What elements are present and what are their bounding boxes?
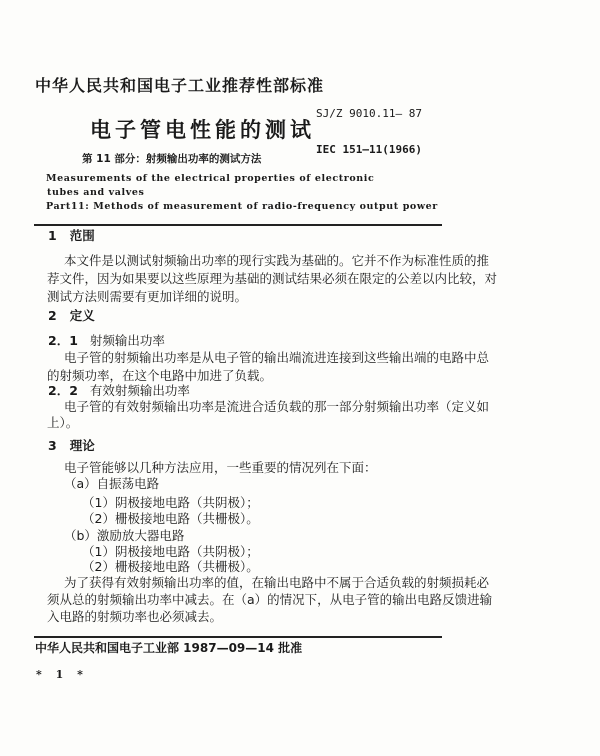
- paragraph-line: 上）。: [47, 415, 79, 430]
- section-title: 理论: [69, 438, 95, 453]
- subsection-title: 有效射频输出功率: [89, 383, 190, 398]
- list-item: （2）栅极接地电路（共栅极）。: [82, 559, 259, 574]
- section-1-heading: [48, 230, 95, 243]
- list-item: （2）栅极接地电路（共栅极）。: [82, 511, 259, 526]
- document-subtitle: 第 11 部分：射频输出功率的测试方法: [82, 153, 262, 165]
- paragraph-line: 电子管的射频输出功率是从电子管的输出端流进连接到这些输出端的电路中总: [64, 350, 490, 365]
- english-title-line: tubes and valves: [47, 187, 145, 198]
- page-number: * 1 *: [36, 668, 83, 681]
- subsection-title: 射频输出功率: [89, 333, 165, 348]
- approval-line: 中华人民共和国电子工业部 1987—09—14 批准: [35, 641, 303, 655]
- list-item: （1）阴极接地电路（共阴极）；: [82, 495, 259, 510]
- footer-divider: [34, 636, 442, 638]
- standard-number: SJ/Z 9010.11— 87: [316, 107, 422, 120]
- paragraph-line: 入电路的射频功率也必须减去。: [47, 609, 223, 624]
- section-number: 2: [48, 308, 57, 323]
- subsection-number: 2．2: [48, 383, 78, 398]
- section-2-heading: [48, 310, 95, 323]
- paragraph-line: 须从总的射频输出功率中减去。在（a）的情况下，从电子管的输出电路反馈进输: [47, 592, 493, 607]
- subsection-number: 2．1: [48, 333, 78, 348]
- list-item: （1）阴极接地电路（共阴极）；: [82, 544, 259, 559]
- section-number: 3: [48, 438, 57, 453]
- section-title: 定义: [69, 308, 95, 323]
- english-title-line: Measurements of the electrical properties of electronic: [46, 173, 375, 184]
- list-item: （b）激励放大器电路: [64, 528, 185, 543]
- subsection-2-1-heading: [48, 335, 165, 348]
- paragraph-line: 电子管的有效射频输出功率是流进合适负载的那一部分射频输出功率（定义如: [64, 399, 490, 414]
- section-title: 范围: [69, 228, 95, 243]
- paragraph-line: 本文件是以测试射频输出功率的现行实践为基础的。它并不作为标准性质的推: [64, 253, 490, 268]
- issuer-heading: 中华人民共和国电子工业推荐性部标准: [35, 76, 325, 95]
- english-title-line: Part11: Methods of measurement of radio-frequency output power: [46, 201, 438, 212]
- document-title: 电子管电性能的测试: [90, 118, 315, 142]
- header-divider: [34, 224, 442, 226]
- paragraph-line: 为了获得有效射频输出功率的值，在输出电路中不属于合适负载的射频损耗必: [64, 575, 490, 590]
- paragraph-line: 荐文件，因为如果要以这些原理为基础的测试结果必须在限定的公差以内比较，对: [47, 271, 498, 286]
- section-3-heading: [48, 440, 95, 453]
- paragraph-line: 电子管能够以几种方法应用，一些重要的情况列在下面：: [64, 460, 377, 475]
- list-item: （a）自振荡电路: [64, 476, 160, 491]
- section-number: 1: [48, 228, 57, 243]
- paragraph-line: 的射频功率，在这个电路中加进了负载。: [47, 368, 273, 383]
- iec-number: IEC 151—11(1966): [316, 143, 422, 156]
- paragraph-line: 测试方法则需要有更加详细的说明。: [47, 289, 248, 304]
- subsection-2-2-heading: [48, 385, 190, 398]
